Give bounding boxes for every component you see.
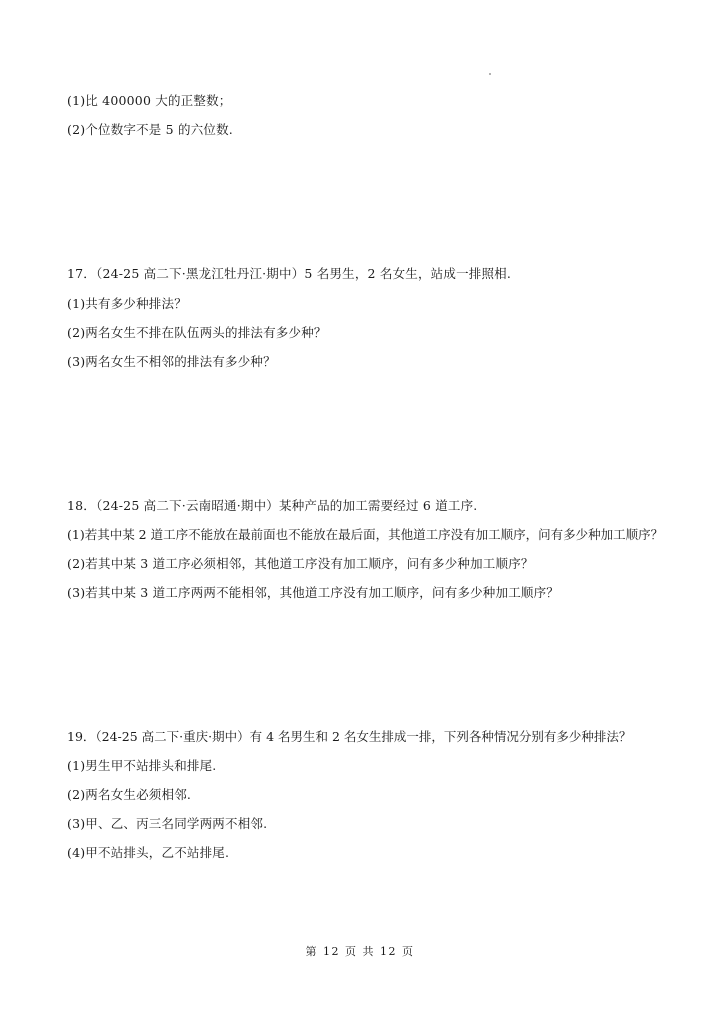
q19-item-4: (4)甲不站排头，乙不站排尾. — [67, 845, 230, 860]
q18-stem: 18．（24-25 高二下·云南昭通·期中）某种产品的加工需要经过 6 道工序. — [67, 498, 478, 513]
prev-item-1: (1)比 400000 大的正整数； — [67, 93, 232, 108]
q18-item-1: (1)若其中某 2 道工序不能放在最前面也不能放在最后面，其他道工序没有加工顺序，问有多少种加工顺序？ — [67, 527, 664, 542]
q17-item-1: (1)共有多少种排法？ — [67, 296, 187, 311]
q19-item-2: (2)两名女生必须相邻. — [67, 787, 192, 802]
q19-item-3: (3)甲、乙、丙三名同学两两不相邻. — [67, 816, 268, 831]
q19-stem: 19．（24-25 高二下·重庆·期中）有 4 名男生和 2 名女生排成一排，下列各种情况分别有多少种排法？ — [67, 729, 632, 744]
q17-item-2: (2)两名女生不排在队伍两头的排法有多少种？ — [67, 325, 327, 340]
q18-item-3: (3)若其中某 3 道工序两两不能相邻，其他道工序没有加工顺序，问有多少种加工顺序？ — [67, 585, 560, 600]
page-number-footer: 第 12 页 共 12 页 — [305, 945, 415, 958]
q19-item-1: (1)男生甲不站排头和排尾. — [67, 758, 217, 773]
q18-item-2: (2)若其中某 3 道工序必须相邻，其他道工序没有加工顺序，问有多少种加工顺序？ — [67, 556, 534, 571]
prev-item-2: (2)个位数字不是 5 的六位数. — [67, 122, 233, 137]
q17-item-3: (3)两名女生不相邻的排法有多少种？ — [67, 354, 276, 369]
scan-speck — [489, 73, 491, 75]
q17-stem: 17．（24-25 高二下·黑龙江牡丹江·期中）5 名男生，2 名女生，站成一排照相. — [67, 266, 512, 281]
